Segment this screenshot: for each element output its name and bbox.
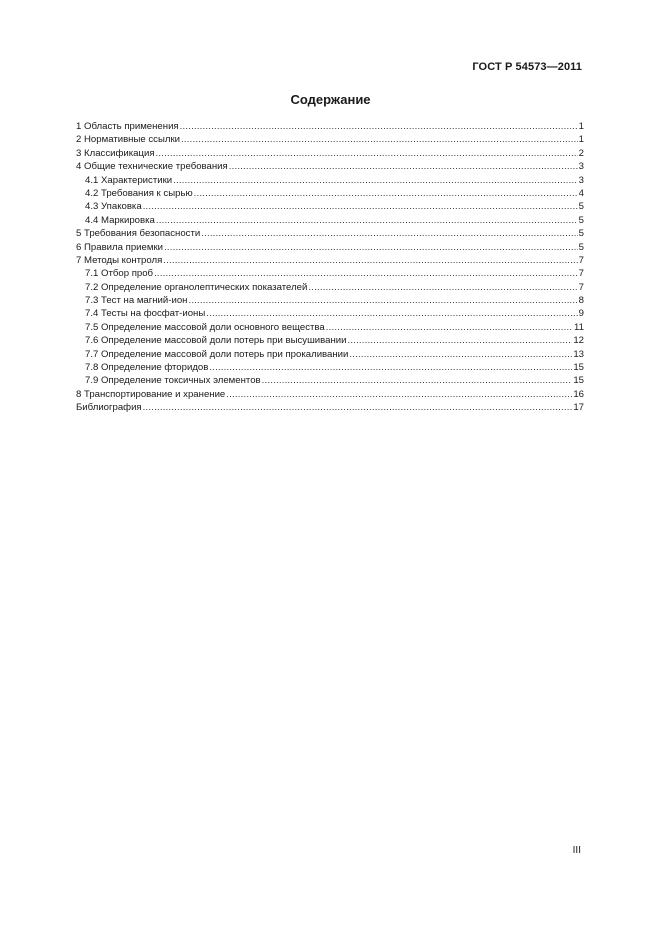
toc-entry-page: 4: [578, 187, 584, 199]
toc-entry-label: 4.2 Требования к сырью: [85, 187, 193, 199]
toc-entry-label: 4.1 Характеристики: [85, 174, 173, 186]
toc-entry-page: 15: [573, 375, 584, 387]
toc-entry-label: 1 Область применения: [76, 121, 179, 132]
toc-entry-page: 9: [578, 308, 584, 320]
toc-entry-label: 3 Классификация: [76, 147, 155, 159]
toc-entry-label: Библиография: [76, 402, 142, 414]
toc-entry-label: 7.5 Определение массовой доли основного вещества: [85, 321, 325, 333]
toc-dot-leader: [347, 334, 572, 347]
toc-entry-page: 12: [573, 335, 584, 347]
toc-entry-label: 7.8 Определение фторидов: [85, 362, 209, 374]
document-code: ГОСТ Р 54573—2011: [472, 61, 582, 73]
toc-dot-leader: [229, 160, 578, 173]
toc-entry-page: 16: [573, 388, 584, 400]
toc-dot-leader: [262, 374, 573, 387]
toc-dot-leader: [308, 281, 577, 294]
toc-entry-page: 3: [578, 161, 584, 173]
toc-entry-label: 7.7 Определение массовой доли потерь при прокаливании: [85, 348, 349, 360]
toc-dot-leader: [349, 348, 572, 361]
toc-entry-page: 5: [578, 241, 584, 253]
toc-entry-page: 5: [578, 214, 584, 226]
toc-dot-leader: [156, 147, 578, 160]
toc-entry-page: 7: [578, 281, 584, 293]
toc-dot-leader: [143, 401, 573, 414]
toc-dot-leader: [163, 254, 577, 267]
toc-entry-label: 4 Общие технические требования: [76, 161, 228, 173]
toc-entry[interactable]: [76, 348, 584, 361]
toc-entry[interactable]: [76, 334, 584, 347]
page-number: III: [572, 845, 581, 856]
toc-entry-page: 11: [574, 321, 584, 333]
toc-entry-page: 1: [578, 121, 584, 132]
toc-dot-leader: [173, 174, 578, 187]
toc-entry[interactable]: [76, 133, 584, 146]
toc-entry[interactable]: [76, 254, 584, 267]
toc-entry-page: 17: [573, 402, 584, 414]
toc-dot-leader: [180, 120, 578, 133]
toc-entry[interactable]: [76, 174, 584, 187]
toc-entry-label: 7 Методы контроля: [76, 254, 163, 266]
toc-entry-label: 7.9 Определение токсичных элементов: [85, 375, 261, 387]
toc-entry[interactable]: [76, 321, 584, 334]
toc-dot-leader: [326, 321, 573, 334]
toc-dot-leader: [188, 294, 577, 307]
toc-entry-page: 7: [578, 254, 584, 266]
toc-entry-label: 4.4 Маркировка: [85, 214, 155, 226]
toc-title: Содержание: [290, 92, 371, 107]
toc-entry-page: 5: [578, 228, 584, 240]
toc-entry[interactable]: [76, 374, 584, 387]
toc-entry[interactable]: [76, 281, 584, 294]
toc-dot-leader: [194, 187, 578, 200]
toc-entry[interactable]: [76, 388, 584, 401]
toc-entry-label: 7.6 Определение массовой доли потерь при высушивании: [85, 335, 347, 347]
toc-entry[interactable]: [76, 401, 584, 414]
toc-entry-page: 5: [578, 201, 584, 213]
toc-entry[interactable]: [76, 187, 584, 200]
toc-entry-page: 15: [573, 362, 584, 374]
toc-entry[interactable]: [76, 294, 584, 307]
toc-entry-label: 7.3 Тест на магний-ион: [85, 295, 188, 307]
toc-entry-label: 2 Нормативные ссылки: [76, 134, 181, 146]
toc-entry[interactable]: [76, 307, 584, 320]
toc-entry-page: 7: [578, 268, 584, 280]
toc-dot-leader: [181, 133, 578, 146]
toc-entry-page: 8: [578, 295, 584, 307]
toc-dot-leader: [201, 227, 577, 240]
toc-entry-label: 4.3 Упаковка: [85, 201, 142, 213]
toc-entry[interactable]: [76, 200, 584, 213]
toc-dot-leader: [226, 388, 572, 401]
toc-entry[interactable]: [76, 361, 584, 374]
toc-entry-page: 13: [573, 348, 584, 360]
toc-dot-leader: [154, 267, 578, 280]
toc-entry-label: 6 Правила приемки: [76, 241, 163, 253]
toc-entry-label: 5 Требования безопасности: [76, 228, 201, 240]
toc-dot-leader: [156, 214, 578, 227]
toc-entry-page: 3: [578, 174, 584, 186]
table-of-contents: [76, 120, 584, 415]
toc-entry-page: 2: [578, 147, 584, 159]
toc-entry-page: 1: [578, 134, 584, 146]
toc-entry[interactable]: [76, 241, 584, 254]
toc-entry[interactable]: [76, 160, 584, 173]
toc-dot-leader: [143, 200, 578, 213]
toc-dot-leader: [209, 361, 572, 374]
toc-entry[interactable]: [76, 147, 584, 160]
toc-entry[interactable]: [76, 214, 584, 227]
toc-entry[interactable]: [76, 227, 584, 240]
toc-entry-label: 7.2 Определение органолептических показателей: [85, 281, 308, 293]
toc-entry-label: 7.4 Тесты на фосфат-ионы: [85, 308, 206, 320]
toc-entry[interactable]: [76, 267, 584, 280]
toc-entry-label: 7.1 Отбор проб: [85, 268, 154, 280]
toc-dot-leader: [164, 241, 578, 254]
toc-entry[interactable]: [76, 120, 584, 133]
toc-entry-label: 8 Транспортирование и хранение: [76, 388, 226, 400]
toc-dot-leader: [206, 307, 577, 320]
